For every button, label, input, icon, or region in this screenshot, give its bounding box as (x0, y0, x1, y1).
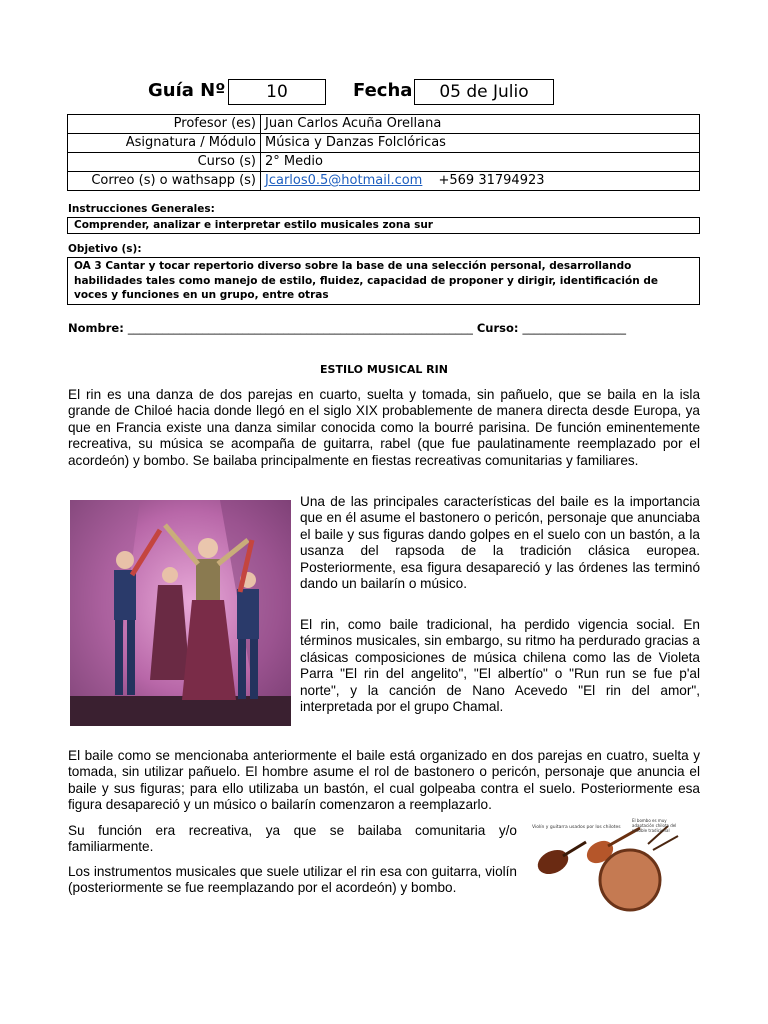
correo-value (261, 172, 700, 191)
instrucciones-text: Comprender, analizar e interpretar estilo musicales zona sur (67, 217, 700, 234)
nombre-field[interactable]: ____________________________________________________________ (127, 321, 473, 335)
asignatura-label: Asignatura / Módulo (68, 134, 261, 153)
objetivo-label: Objetivo (s): (68, 243, 142, 255)
profesor-label: Profesor (es) (68, 115, 261, 134)
paragraph-organizacion: El baile como se mencionaba anteriormente el baile está organizado en dos parejas en cuatro, suelta y tomada, sin utilizar pañuelo. El hombre asume el rol de bastonero o pericón, personaje que anuncia el baile y sus figuras; para ello utilizaba un bastón, el cual golpeaba contra el suelo. Posteriormente esa figura desapareció y un músico o bailarín comenzaron a reemplazarlo. (68, 748, 700, 813)
article-title: ESTILO MUSICAL RIN (320, 363, 448, 376)
dance-photo (70, 500, 291, 726)
table-row (68, 172, 700, 191)
phone-number: +569 31794923 (438, 173, 545, 188)
instruments-image (528, 814, 696, 916)
curso-field[interactable]: __________________ (522, 321, 626, 335)
paragraph-bastonero: Una de las principales características del baile es la importancia que en él asume el bastonero o pericón, personaje que anunciaba el baile y sus figuras dando golpes en el suelo con un bastón, a la usanza del rapsoda de la tradición clásica europea. Posteriormente, esa figura desapareció y las órdenes las terminó dando un bailarín o músico. (300, 494, 700, 592)
nombre-curso-line (68, 321, 626, 335)
fecha-box: 05 de Julio (414, 79, 554, 105)
table-row (68, 115, 700, 134)
table-row (68, 153, 700, 172)
paragraph-vigencia: El rin, como baile tradicional, ha perdido vigencia social. En términos musicales, sin embargo, su ritmo ha perdurado gracias a clásicas composiciones de música chilena como las de Violeta Parra "El rin del angelito", "El albertío" o "Run run se fue p'al norte", y la canción de Nano Acevedo "El rin del amor", interpretada por el grupo Chamal. (300, 617, 700, 715)
instruments-caption-left: Violín y guitarra usados por los chilotes (532, 825, 621, 830)
curso-value: 2° Medio (261, 153, 700, 172)
paragraph-intro: El rin es una danza de dos parejas en cuarto, suelta y tomada, sin pañuelo, que se baila en la isla grande de Chiloé hacia donde llegó en el siglo XIX probablemente de manera directa desde Europa, ya que en Francia existe una danza similar conocida como la bourré parisina. De función eminentemente recreativa, su música se acompaña de guitarra, rabel (que fue paulatinamente reemplazado por el acordeón) y bombo. Se bailaba principalmente en fiestas recreativas comunitarias y familiares. (68, 387, 700, 468)
curso-label: Curso (s) (68, 153, 261, 172)
asignatura-value: Música y Danzas Folclóricas (261, 134, 700, 153)
instrucciones-label: Instrucciones Generales: (68, 203, 215, 215)
info-table (67, 114, 700, 191)
paragraph-funcion: Su función era recreativa, ya que se bailaba comunitaria y/o familiarmente. (68, 823, 517, 855)
dancers-image (70, 500, 291, 726)
instruments-illustration (528, 814, 696, 916)
curso-field-label: Curso: (472, 321, 523, 335)
instruments-caption-right: El bombo es muy adaptación chilota del redoble tradicional (632, 818, 677, 833)
paragraph-instrumentos: Los instrumentos musicales que suele utilizar el rin esa con guitarra, violín (posteriormente se fue reemplazando por el acordeón) y bombo. (68, 864, 517, 896)
nombre-label: Nombre: (68, 321, 128, 335)
fecha-label: Fecha (353, 80, 413, 101)
correo-label: Correo (s) o wathsapp (s) (68, 172, 261, 191)
guia-number-box: 10 (228, 79, 326, 105)
guia-label: Guía Nº (148, 80, 226, 101)
email-link[interactable]: Jcarlos0.5@hotmail.com (265, 173, 423, 188)
profesor-value: Juan Carlos Acuña Orellana (261, 115, 700, 134)
table-row (68, 134, 700, 153)
objetivo-text: OA 3 Cantar y tocar repertorio diverso sobre la base de una selección personal, desarrollando habilidades tales como manejo de estilo, fluidez, capacidad de proponer y dirigir, identificación de voces y funciones en un grupo, entre otras (67, 257, 700, 305)
